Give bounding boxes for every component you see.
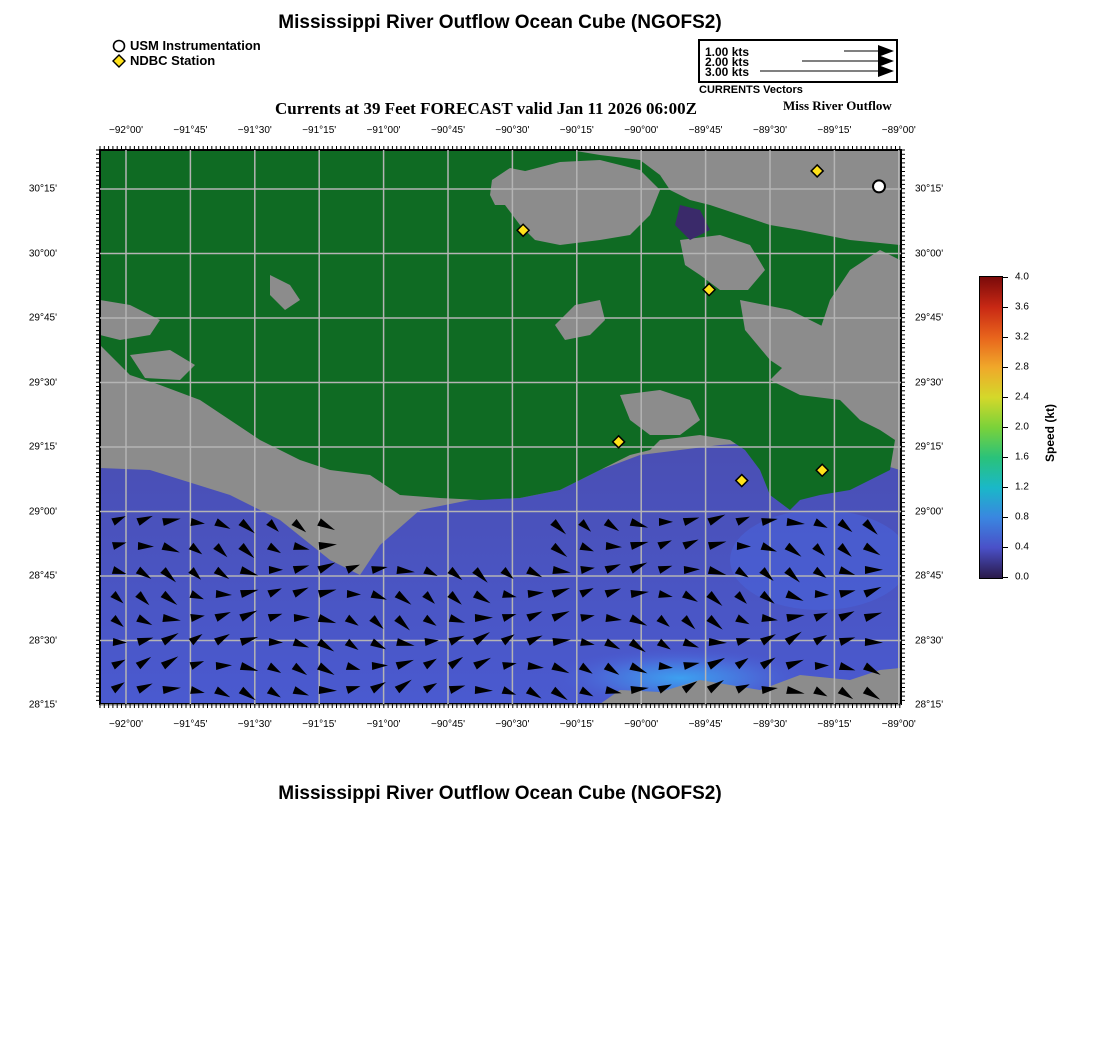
lat-tick-label: 28°30' <box>28 635 57 646</box>
lon-tick-label: −91°00' <box>366 719 401 730</box>
lon-tick-label: −91°30' <box>237 125 272 136</box>
lat-tick-label: 29°30' <box>28 377 57 388</box>
lon-tick-label: −89°30' <box>753 125 787 136</box>
page-title: Mississippi River Outflow Ocean Cube (NGOFS2) <box>278 12 722 33</box>
lat-tick-label: 29°15' <box>28 441 57 453</box>
lat-tick-label: 28°15' <box>915 699 944 711</box>
forecast-subtitle: Currents at 39 Feet FORECAST valid Jan 11 2026 06:00Z <box>275 99 698 118</box>
colorbar-tick <box>1002 517 1008 518</box>
colorbar-tick-label: 3.2 <box>1015 331 1029 343</box>
colorbar-tick-label: 2.8 <box>1015 361 1029 373</box>
lon-tick-label: −90°45' <box>431 125 465 136</box>
lon-tick-label: −91°30' <box>237 719 272 730</box>
colorbar-tick <box>1002 487 1008 488</box>
colorbar-tick-label: 0.8 <box>1015 511 1029 523</box>
lon-tick-label: −91°45' <box>173 719 208 730</box>
colorbar-tick <box>1002 457 1008 458</box>
lat-tick-label: 29°00' <box>28 506 57 517</box>
colorbar-tick-label: 3.6 <box>1015 301 1029 313</box>
lat-tick-label: 30°15' <box>915 183 944 195</box>
lon-tick-label: −92°00' <box>109 719 143 730</box>
lat-tick-label: 28°45' <box>28 570 57 582</box>
lon-tick-label: −89°45' <box>688 719 723 730</box>
lat-tick-label: 29°45' <box>28 312 57 324</box>
colorbar-tick <box>1002 547 1008 548</box>
lat-tick-label: 29°00' <box>915 506 944 517</box>
lat-tick-label: 30°00' <box>915 248 944 259</box>
colorbar-tick <box>1002 367 1008 368</box>
lon-tick-label: −89°15' <box>817 719 852 730</box>
legend-ndbc-label: NDBC Station <box>130 53 216 68</box>
lon-tick-label: −91°15' <box>302 719 337 730</box>
colorbar-tick-label: 0.0 <box>1015 571 1029 583</box>
lat-tick-label: 30°15' <box>28 183 57 195</box>
lon-tick-label: −90°15' <box>559 125 594 136</box>
usm-station-marker <box>873 180 885 192</box>
lon-tick-label: −91°00' <box>366 125 401 136</box>
lon-tick-label: −89°00' <box>881 719 916 730</box>
lon-tick-label: −90°00' <box>624 125 659 136</box>
lon-tick-label: −90°45' <box>431 719 465 730</box>
colorbar-tick-label: 2.0 <box>1015 421 1029 433</box>
vector-key-label-1: 1.00 kts <box>705 45 750 59</box>
colorbar-tick-label: 2.4 <box>1015 391 1029 403</box>
lat-tick-label: 30°00' <box>28 248 57 259</box>
lon-tick-label: −89°45' <box>688 125 723 136</box>
colorbar-tick-label: 0.4 <box>1015 541 1029 553</box>
lon-tick-label: −90°00' <box>624 719 659 730</box>
lat-tick-label: 29°15' <box>915 441 944 453</box>
lat-tick-label: 29°45' <box>915 312 944 324</box>
colorbar-tick <box>1002 277 1008 278</box>
vector-key-title: CURRENTS Vectors <box>699 84 803 96</box>
colorbar-tick <box>1002 577 1008 578</box>
lon-tick-label: −89°30' <box>753 719 787 730</box>
lon-tick-label: −90°15' <box>559 719 594 730</box>
lat-tick-label: 28°15' <box>28 699 57 711</box>
lat-tick-label: 29°30' <box>915 377 944 388</box>
vector-key-label-3: 3.00 kts <box>705 65 750 79</box>
lon-tick-label: −89°15' <box>817 125 852 136</box>
lat-tick-label: 28°45' <box>915 570 944 582</box>
colorbar <box>979 276 1003 579</box>
lat-tick-label: 28°30' <box>915 635 944 646</box>
lon-tick-label: −90°30' <box>495 125 530 136</box>
colorbar-tick-label: 4.0 <box>1015 271 1029 283</box>
outflow-label: Miss River Outflow <box>783 98 892 113</box>
vector-key-label-2: 2.00 kts <box>705 55 750 69</box>
colorbar-tick-label: 1.6 <box>1015 451 1029 463</box>
colorbar-tick <box>1002 397 1008 398</box>
lon-tick-label: −91°15' <box>302 125 337 136</box>
colorbar-tick <box>1002 337 1008 338</box>
colorbar-tick <box>1002 427 1008 428</box>
legend-usm-label: USM Instrumentation <box>130 38 261 53</box>
lon-tick-label: −92°00' <box>109 125 143 136</box>
footer-title: Mississippi River Outflow Ocean Cube (NGOFS2) <box>278 783 722 804</box>
colorbar-tick-label: 1.2 <box>1015 481 1029 493</box>
colorbar-title: Speed (kt) <box>1043 403 1057 462</box>
lon-tick-label: −90°30' <box>495 719 530 730</box>
lon-tick-label: −89°00' <box>881 125 916 136</box>
lon-tick-label: −91°45' <box>173 125 208 136</box>
colorbar-tick <box>1002 307 1008 308</box>
